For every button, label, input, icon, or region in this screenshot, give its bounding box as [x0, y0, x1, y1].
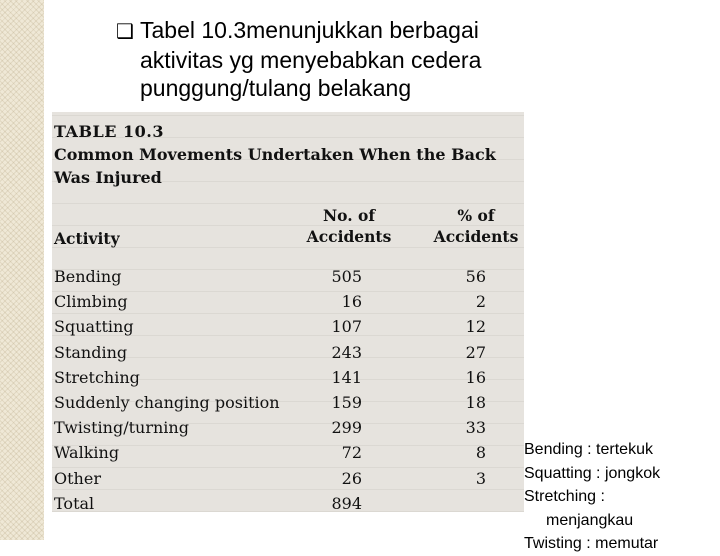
cell-activity: Bending	[54, 267, 122, 286]
note-line-3: Stretching :	[524, 488, 605, 505]
cell-activity: Standing	[54, 342, 128, 362]
heading-line-1	[118, 16, 638, 46]
cell-activity: Twisting/turning	[54, 418, 189, 438]
column-header-percent	[430, 205, 522, 247]
table-label: TABLE 10.3	[54, 122, 164, 141]
table-caption	[54, 120, 496, 189]
bullet-icon: ❑	[116, 21, 134, 43]
table-body	[52, 264, 524, 516]
cell-count: 16	[341, 292, 362, 312]
column-header-percent-line-2: Accidents	[433, 227, 519, 246]
table-title-line-1: Common Movements Undertaken When the Back	[54, 145, 496, 164]
table-row	[52, 340, 524, 365]
cell-percent: 8	[475, 443, 486, 463]
cell-activity: Walking	[54, 443, 120, 463]
note-line-5: Twisting : memutar	[524, 535, 659, 552]
table-row	[52, 390, 524, 415]
glossary-notes	[524, 438, 720, 556]
cell-activity: Stretching	[54, 367, 140, 387]
cell-count: 299	[331, 418, 362, 438]
table-row	[52, 466, 524, 491]
cell-count: 26	[341, 468, 362, 488]
slide-heading	[118, 16, 638, 102]
heading-text-1: Tabel 10.3menunjukkan berbagai	[140, 17, 479, 43]
table-row	[52, 289, 524, 314]
heading-line-2: aktivitas yg menyebabkan cedera	[140, 47, 482, 73]
column-header-count	[302, 205, 396, 247]
cell-percent: 16	[465, 367, 486, 387]
table-row	[52, 440, 524, 465]
cell-count: 505	[331, 267, 362, 286]
cell-percent: 3	[475, 468, 486, 488]
cell-count: 894	[331, 493, 362, 513]
column-header-count-line-1: No. of	[322, 206, 376, 225]
cell-activity: Squatting	[54, 317, 134, 337]
note-line-2: Squatting : jongkok	[524, 464, 661, 482]
cell-activity: Total	[54, 493, 95, 513]
table-title-line-2: Was Injured	[54, 168, 162, 187]
table-row	[52, 264, 524, 289]
decorative-side-strip	[0, 0, 44, 540]
cell-count: 72	[341, 443, 362, 463]
scanned-table-image	[52, 112, 524, 512]
cell-percent: 27	[465, 342, 486, 362]
cell-count: 141	[331, 367, 362, 387]
column-header-percent-line-1: % of	[457, 206, 495, 225]
note-line-4: menjangkau	[546, 511, 634, 529]
cell-count: 107	[331, 317, 362, 337]
table-row	[52, 415, 524, 440]
cell-percent: 18	[465, 392, 486, 412]
cell-percent: 12	[465, 317, 486, 337]
cell-percent: 33	[465, 418, 486, 438]
note-line-1: Bending : tertekuk	[524, 441, 653, 458]
cell-count: 159	[331, 392, 362, 412]
cell-count: 243	[331, 342, 362, 362]
table-row-total	[52, 491, 524, 516]
cell-activity: Other	[54, 468, 101, 488]
cell-activity: Climbing	[54, 292, 128, 312]
heading-line-3: punggung/tulang belakang	[140, 75, 412, 101]
column-header-count-line-2: Accidents	[306, 227, 392, 246]
table-row	[52, 314, 524, 339]
cell-percent: 2	[475, 292, 486, 312]
cell-percent: 56	[465, 267, 486, 286]
cell-activity: Suddenly changing position	[54, 392, 280, 412]
table-row	[52, 365, 524, 390]
column-header-activity: Activity	[54, 229, 120, 248]
